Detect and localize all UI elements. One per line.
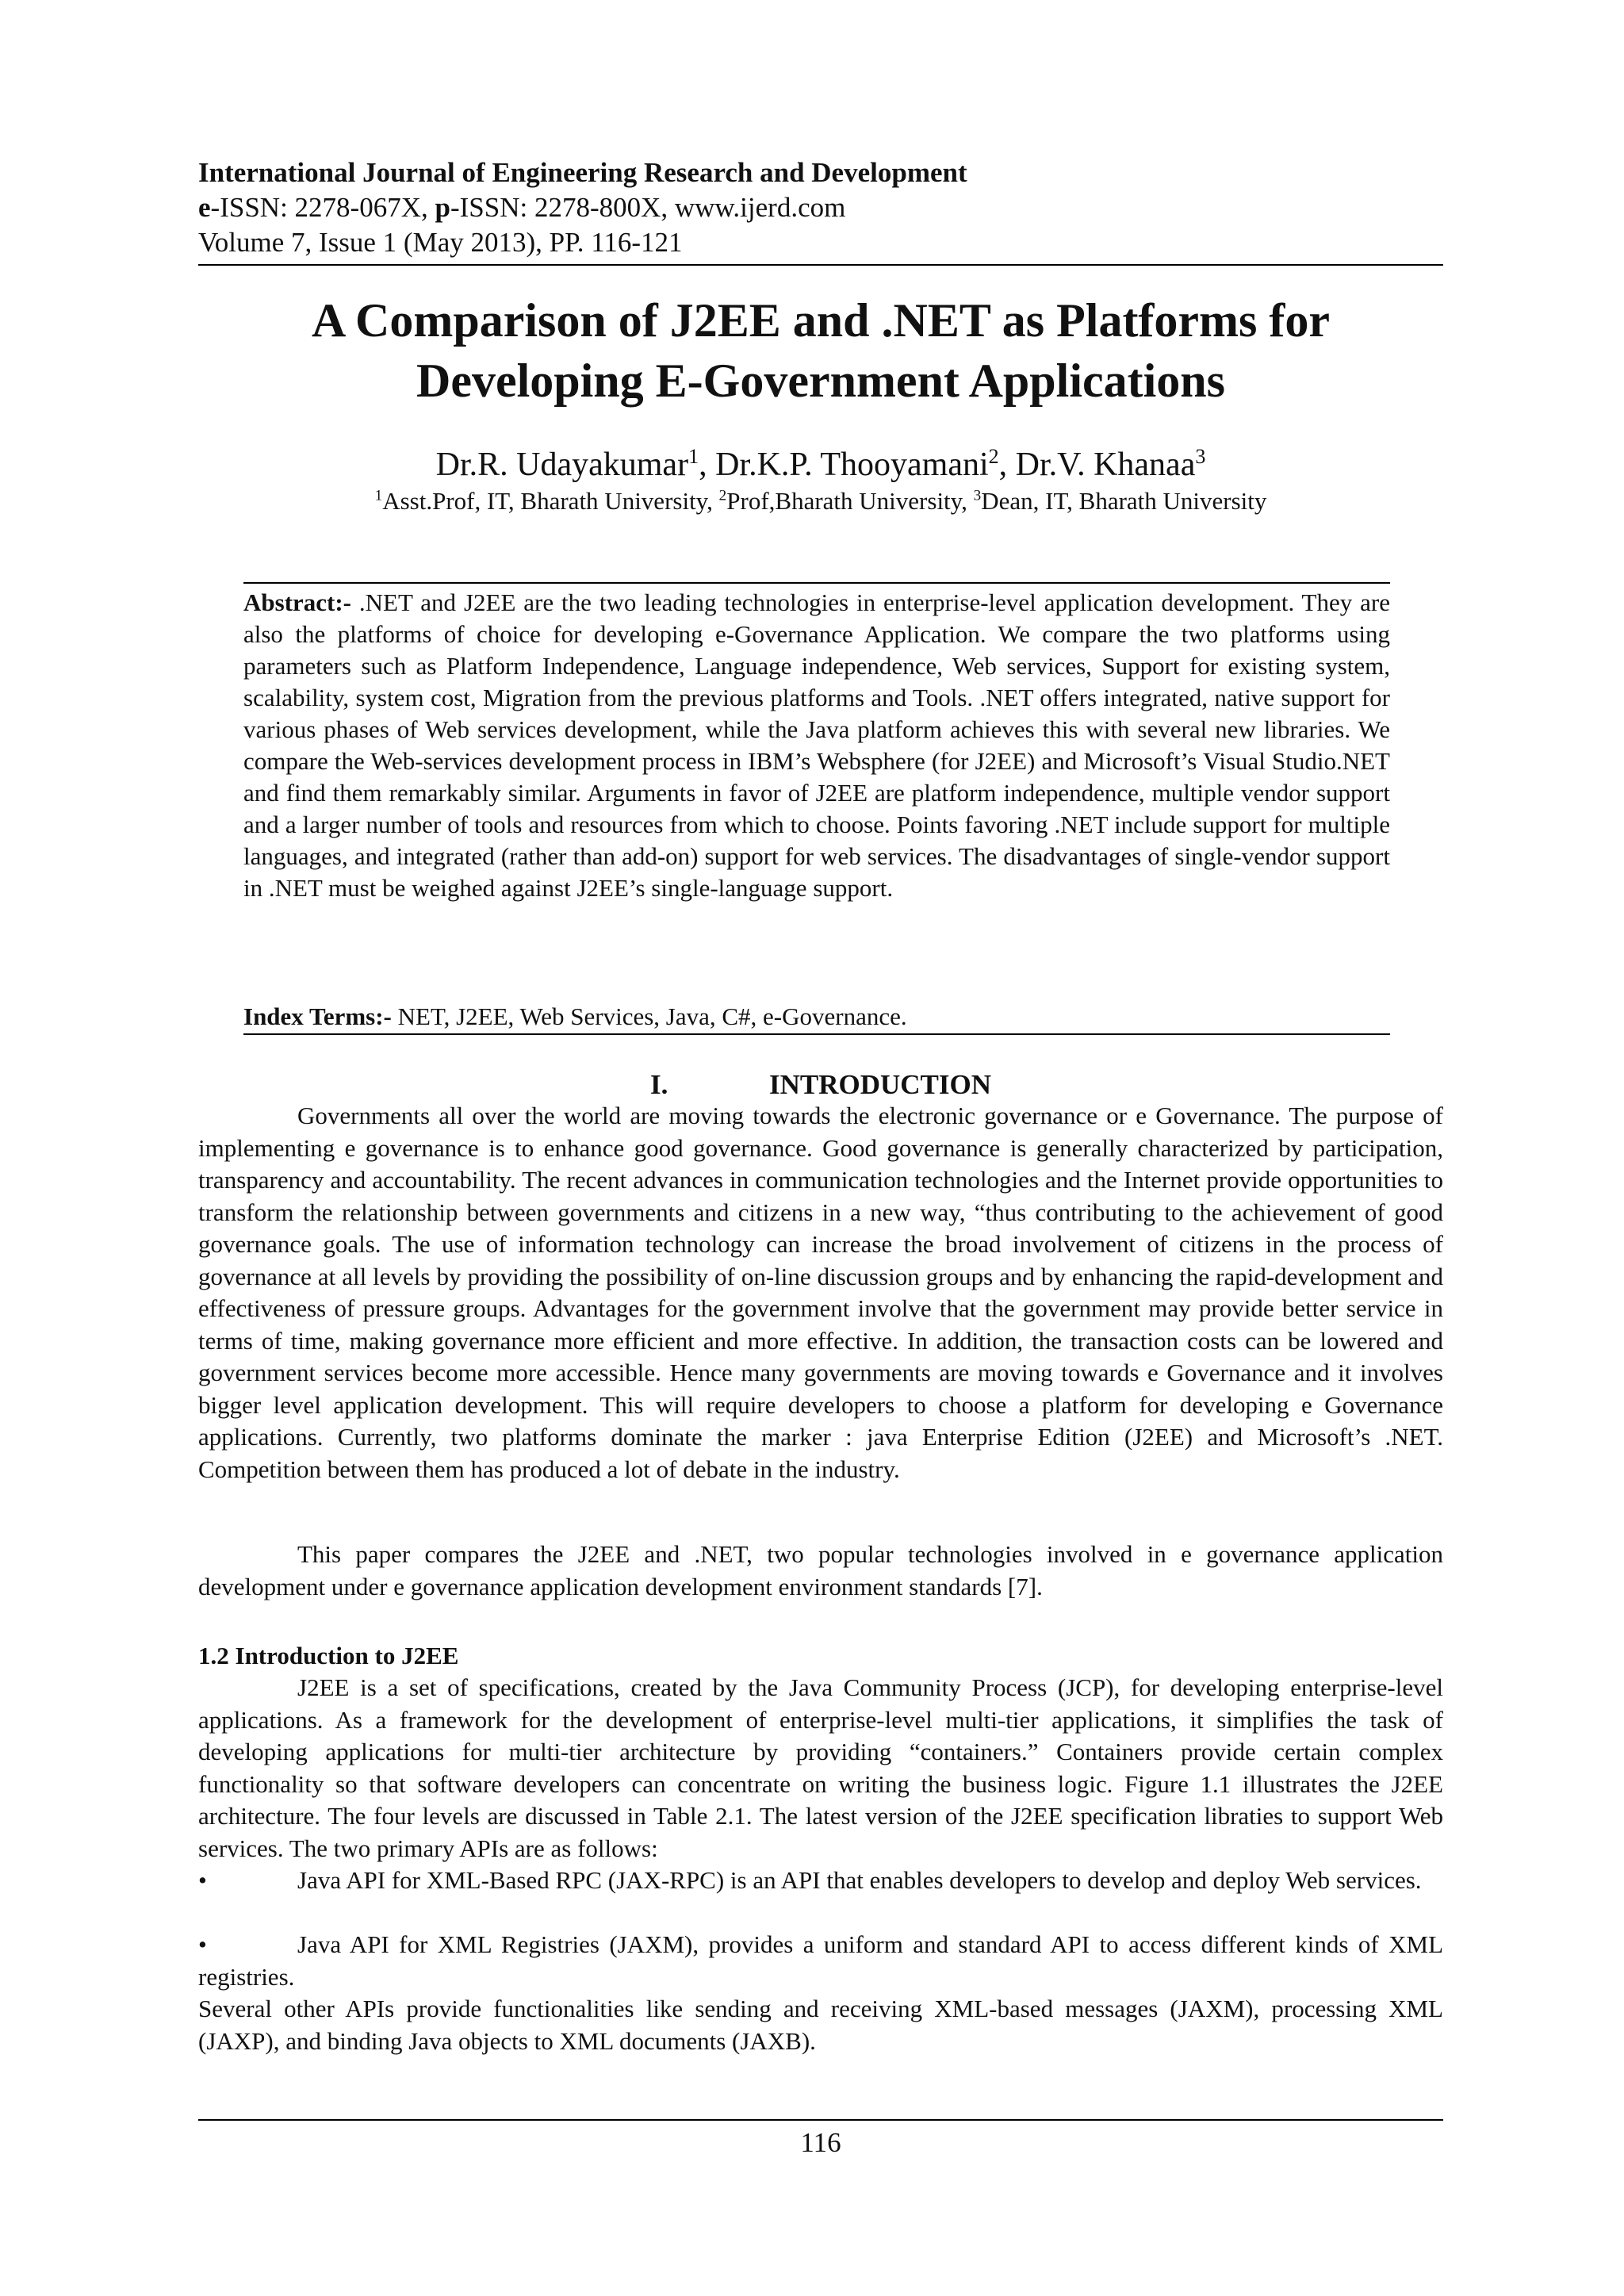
list-item xyxy=(198,1865,1443,1897)
affil-1: Asst.Prof, IT, Bharath University, xyxy=(382,487,719,515)
journal-issn xyxy=(198,190,1443,225)
paper-title xyxy=(198,290,1443,411)
abstract-text: .NET and J2EE are the two leading technologies in enterprise-level application development. They are also the platforms of choice for developing e-Governance Application. We compare the two platforms using parameters such as Platform Independence, Language independence, Web services, Support for existing system, scalability, system cost, Migration from the previous platforms and Tools. .NET offers integrated, native support for various phases of Web services development, while the Java platform achieves this with several new libraries. We compare the Web-services development process in IBM’s Websphere (for J2EE) and Microsoft’s Visual Studio.NET and find them remarkably similar. Arguments in favor of J2EE are platform independence, multiple vendor support and a larger number of tools and resources from which to choose. Points favoring .NET include support for multiple languages, and integrated (rather than add-on) support for web services. The disadvantages of single-vendor support in .NET must be weighed against J2EE’s single-language support. xyxy=(243,588,1390,902)
title-line-1: A Comparison of J2EE and .NET as Platforms for xyxy=(312,294,1330,347)
subsection-heading-j2ee: 1.2 Introduction to J2EE xyxy=(198,1642,459,1669)
author-3-affil-mark: 3 xyxy=(1195,445,1206,468)
bullet-text-jax-rpc: Java API for XML-Based RPC (JAX-RPC) is an API that enables developers to develop and deploy Web services. xyxy=(297,1866,1422,1894)
header-divider xyxy=(198,264,1443,266)
author-list xyxy=(198,444,1443,485)
affiliations xyxy=(198,485,1443,517)
author-2-affil-mark: 2 xyxy=(988,445,999,468)
author-1-affil-mark: 1 xyxy=(688,445,699,468)
affil-3-mark: 3 xyxy=(973,487,982,504)
abstract xyxy=(243,587,1390,904)
author-1: Dr.R. Udayakumar xyxy=(435,447,689,483)
affil-1-mark: 1 xyxy=(374,487,383,504)
title-line-2: Developing E-Government Applications xyxy=(416,355,1226,407)
page-number: 116 xyxy=(800,2127,841,2158)
author-3: , Dr.V. Khanaa xyxy=(998,447,1196,483)
issn-p-rest: -ISSN: 2278-800X, www.ijerd.com xyxy=(450,192,846,223)
bullet-icon: • xyxy=(198,1930,207,1958)
abstract-label: Abstract:- xyxy=(243,588,352,616)
list-item xyxy=(198,1929,1443,1993)
issn-p-prefix: p xyxy=(435,192,450,223)
bullet-text-jaxm: Java API for XML Registries (JAXM), provides a uniform and standard API to access different kinds of XML registries. xyxy=(198,1930,1443,1991)
section-heading-introduction xyxy=(198,1068,1443,1102)
footer-divider xyxy=(198,2119,1443,2121)
journal-name: International Journal of Engineering Research and Development xyxy=(198,157,967,188)
index-terms-text: NET, J2EE, Web Services, Java, C#, e-Governance. xyxy=(391,1002,907,1030)
affil-3: Dean, IT, Bharath University xyxy=(981,487,1267,515)
section-title: INTRODUCTION xyxy=(768,1069,992,1100)
abstract-top-rule xyxy=(243,582,1390,584)
j2ee-paragraph: J2EE is a set of specifications, created by the Java Community Process (JCP), for developing enterprise-level applications. As a framework for the development of enterprise-level multi-tier applications, it simplifies the task of developing applications for multi-tier architecture by providing “containers.” Containers provide certain complex functionality so that software developers can concentrate on writing the business logic. Figure 1.1 illustrates the J2EE architecture. The four levels are discussed in Table 2.1. The latest version of the J2EE specification libraties to support Web services. The two primary APIs are as follows: xyxy=(198,1673,1443,1862)
index-terms-label: Index Terms:- xyxy=(243,1002,392,1030)
affil-2-mark: 2 xyxy=(718,487,727,504)
abstract-bottom-rule xyxy=(243,1033,1390,1035)
issn-e-prefix: e xyxy=(198,192,211,223)
issn-e-rest: -ISSN: 2278-067X, xyxy=(210,192,435,223)
intro-paragraph-2: This paper compares the J2EE and .NET, two popular technologies involved in e governance application development under e governance application development environment standards [7]. xyxy=(198,1540,1443,1600)
affil-2: Prof,Bharath University, xyxy=(726,487,974,515)
journal-header xyxy=(198,155,1443,260)
index-terms xyxy=(243,1001,1390,1033)
bullet-icon: • xyxy=(198,1866,207,1894)
author-2: , Dr.K.P. Thooyamani xyxy=(699,447,989,483)
intro-paragraph-1: Governments all over the world are moving towards the electronic governance or e Governance. The purpose of implementing e governance is to enhance good governance. Good governance is generally characterized by participation, transparency and accountability. The recent advances in communication technologies and the Internet provide opportunities to transform the relationship between governments and citizens in a new way, “thus contributing to the achievement of good governance goals. The use of information technology can increase the broad involvement of citizens in the process of governance at all levels by providing the possibility of on-line discussion groups and by enhancing the rapid-development and effectiveness of pressure groups. Advantages for the government involve that the government may provide better service in terms of time, making governance more efficient and more effective. In addition, the transaction costs can be lowered and government services become more accessible. Hence many governments are moving towards e Governance and it involves bigger level application development. This will require developers to choose a platform for developing e Governance applications. Currently, two platforms dominate the marker : java Enterprise Edition (J2EE) and Microsoft’s .NET. Competition between them has produced a lot of debate in the industry. xyxy=(198,1102,1443,1483)
section-number: I. xyxy=(649,1069,668,1100)
closing-paragraph: Several other APIs provide functionalities like sending and receiving XML-based messages (JAXM), processing XML (JAXP), and binding Java objects to XML documents (JAXB). xyxy=(198,1995,1443,2055)
journal-volume: Volume 7, Issue 1 (May 2013), PP. 116-121 xyxy=(198,227,683,258)
